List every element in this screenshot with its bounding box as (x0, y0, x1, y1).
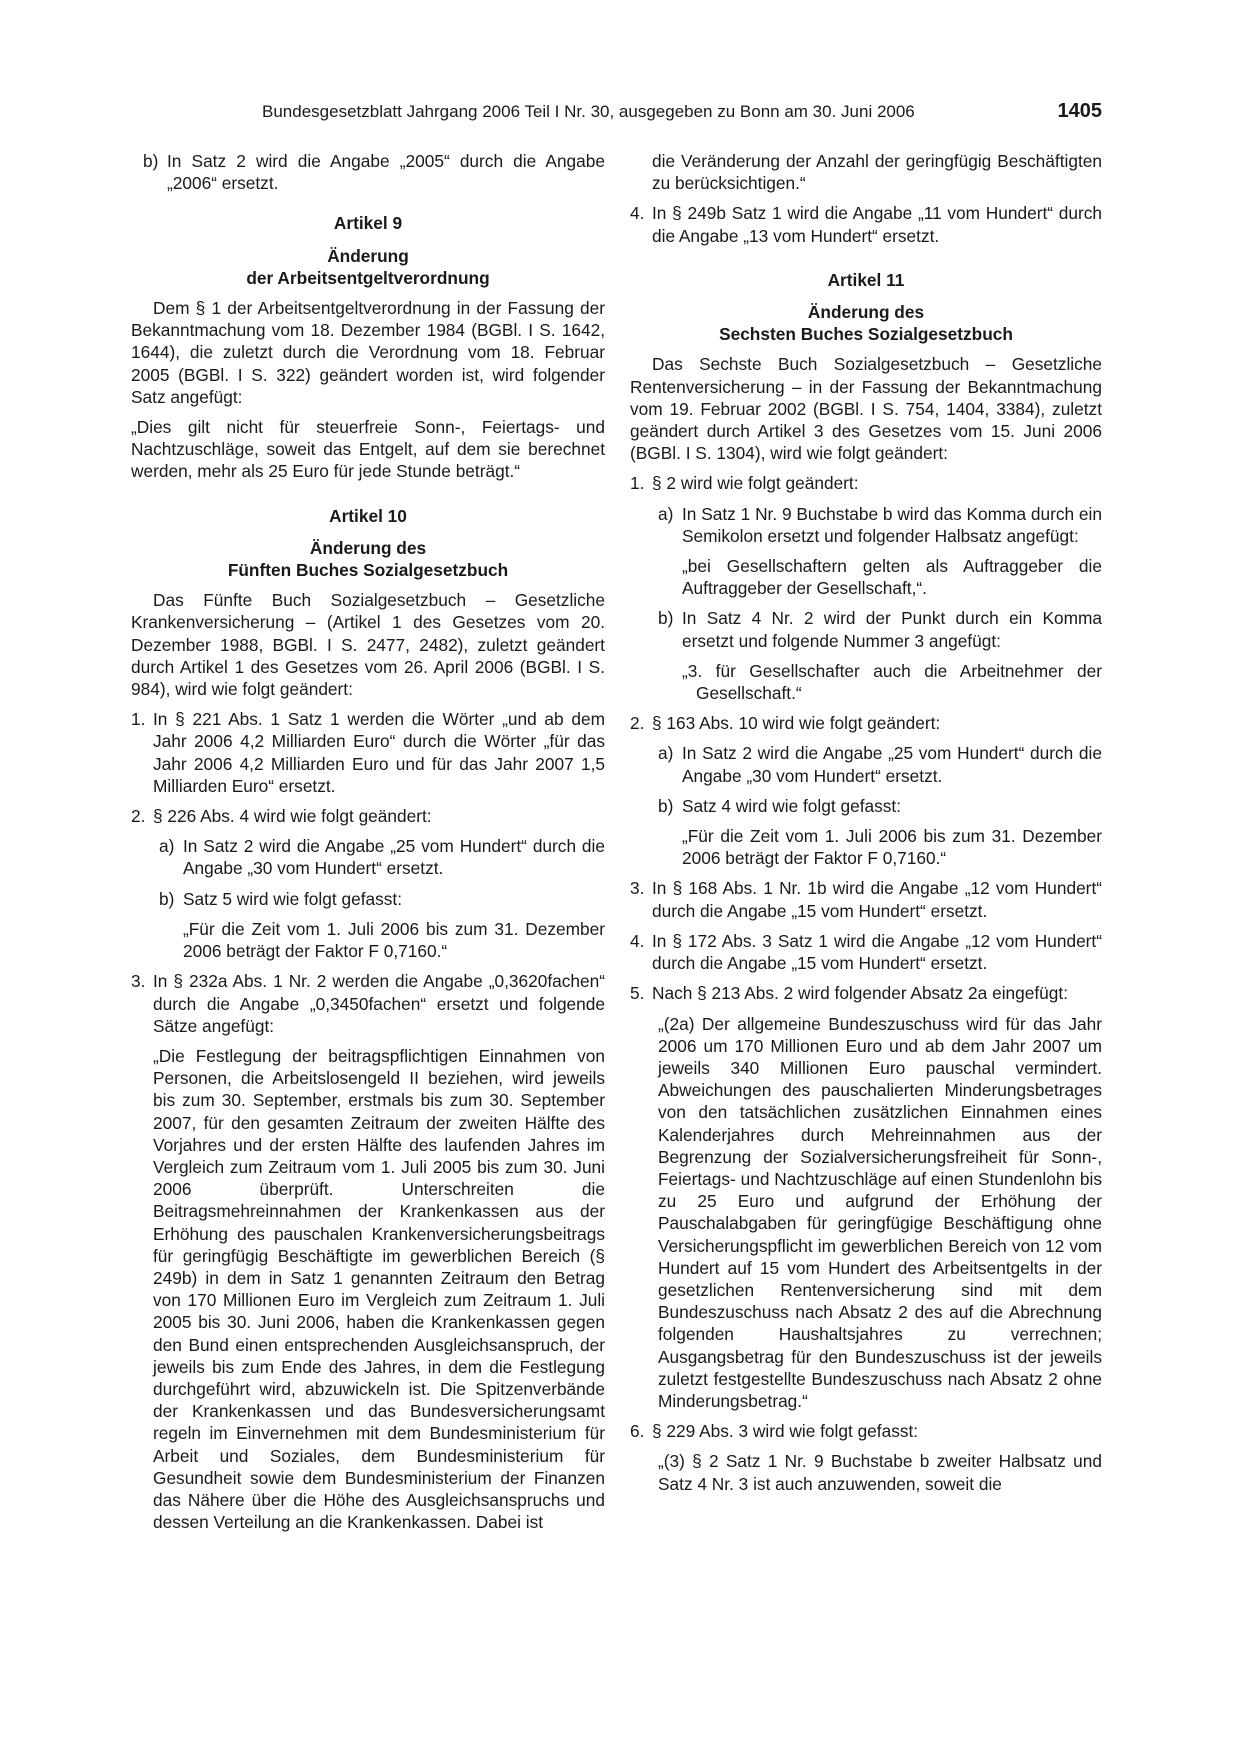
article-11-heading: Artikel 11 (827, 269, 905, 290)
item-text: In Satz 2 wird die Angabe „25 vom Hundert“ durch die Angabe „30 vom Hundert“ ersetzt. (183, 836, 605, 879)
item-text: In Satz 2 wird die Angabe „2005“ durch die Angabe „2006“ ersetzt. (167, 151, 605, 194)
item-text: § 2 wird wie folgt geändert: (652, 473, 859, 494)
item-label: a) (658, 503, 674, 524)
article-10-title-line1: Änderung des (309, 537, 427, 558)
list-item (630, 877, 1102, 921)
quote-block (682, 660, 1102, 704)
continuation-text: die Veränderung der Anzahl der geringfügig Beschäftigten zu berücksichtigen.“ (652, 151, 1102, 194)
article-9-title-line2: der Arbeitsentgeltverordnung (246, 267, 490, 288)
quote-text: „3. für Gesellschafter auch die Arbeitnehmer der Gesellschaft.“ (682, 660, 1102, 704)
item-text: In § 168 Abs. 1 Nr. 1b wird die Angabe „12 vom Hundert“ durch die Angabe „15 vom Hundert“ ersetzt. (652, 878, 1102, 921)
list-item (159, 835, 605, 879)
item-text: Satz 4 wird wie folgt gefasst: (682, 795, 901, 816)
list-item (630, 1420, 1102, 1442)
list-item (630, 202, 1102, 246)
article-10-heading: Artikel 10 (329, 505, 407, 526)
quote-text: „bei Gesellschaftern gelten als Auftraggeber die Auftraggeber der Gesellschaft,“. (682, 556, 1102, 599)
item-text: In Satz 2 wird die Angabe „25 vom Hundert“ durch die Angabe „30 vom Hundert“ ersetzt. (682, 743, 1102, 786)
item-text: § 229 Abs. 3 wird wie folgt gefasst: (652, 1421, 919, 1442)
item-label: b) (658, 795, 674, 816)
list-item (630, 472, 1102, 494)
list-item (630, 712, 1102, 734)
page-header (262, 100, 1102, 130)
list-item (658, 795, 1102, 817)
item-label: 2. (630, 713, 645, 734)
article-10-paragraph: Das Fünfte Buch Sozialgesetzbuch – Gesetzliche Krankenversicherung – (Artikel 1 des Gesetzes vom 20. Dezember 1988, BGBl. I S. 2477, 2482), zuletzt geändert durch Artikel 1 des Gesetzes vom 26. April 2006 (BGBl. I S. 984), wird wie folgt geändert: (131, 590, 605, 700)
list-item (658, 607, 1102, 651)
item-label: a) (658, 743, 674, 764)
article-9-paragraph: Dem § 1 der Arbeitsentgeltverordnung in der Fassung der Bekanntmachung vom 18. Dezember 1984 (BGBl. I S. 1642, 1644), die zuletzt durch die Verordnung vom 18. Februar 2005 (BGBl. I S. 322) geändert worden ist, wird folgender Satz angefügt: (131, 298, 605, 407)
article-11-title-line2: Sechsten Buches Sozialgesetzbuch (719, 324, 1013, 345)
item-label: 1. (630, 473, 645, 494)
item-text: Nach § 213 Abs. 2 wird folgender Absatz 2a eingefügt: (652, 983, 1068, 1004)
item-text: § 226 Abs. 4 wird wie folgt geändert: (153, 806, 432, 827)
list-item (658, 742, 1102, 786)
list-item (131, 970, 605, 1037)
item-label: b) (159, 888, 175, 909)
list-item (630, 982, 1102, 1004)
item-label: b) (658, 608, 674, 629)
page-number: 1405 (1057, 100, 1102, 122)
article-9-heading: Artikel 9 (333, 213, 403, 234)
quote-text: „(2a) Der allgemeine Bundeszuschuss wird für das Jahr 2006 um 170 Millionen Euro und ab dem Jahr 2007 um jeweils 340 Millionen Euro pauschal vermindert. Abweichungen des pauschalierten Minderungsbetrages von den tatsächlichen zusätzlichen Einnahmen eines Kalenderjahres durch Mehreinnahmen aus der Begrenzung der Sozialversicherungsfreiheit für Sonn-, Feiertags- und Nachtzuschläge auf einen Stundenlohn bis zu 25 Euro und aufgrund der Erhöhung der Pauschalabgaben für geringfügige Beschäftigung ohne Versicherungspflicht im gewerblichen Bereich von 12 vom Hundert auf 15 vom Hundert des Arbeitsentgelts in der gesetzlichen Rentenversicherung sind mit dem Bundeszuschuss nach Absatz 2 des auf die Abrechnung folgenden Haushaltsjahres zu verrechnen; Ausgangsbetrag für den Bundeszuschuss ist der jeweils zuletzt festgestellte Bundeszuschuss nach Absatz 2 ohne Minderungsbetrag.“ (658, 1013, 1102, 1411)
item-label: 5. (630, 983, 645, 1004)
item-label: 6. (630, 1421, 645, 1442)
left-column (131, 150, 605, 1541)
list-item (131, 708, 605, 797)
item-text: In § 249b Satz 1 wird die Angabe „11 vom Hundert“ durch die Angabe „13 vom Hundert“ ersetzt. (652, 203, 1102, 246)
article-10-title-line2: Fünften Buches Sozialgesetzbuch (227, 560, 509, 581)
item-text: In Satz 1 Nr. 9 Buchstabe b wird das Komma durch ein Semikolon ersetzt und folgender Halbsatz angefügt: (682, 503, 1102, 546)
article-11-paragraph: Das Sechste Buch Sozialgesetzbuch – Gesetzliche Rentenversicherung – in der Fassung der Bekanntmachung vom 19. Februar 2002 (BGBl. I S. 754, 1404, 3384), zuletzt geändert durch Artikel 3 des Gesetzes vom 15. Juni 2006 (BGBl. I S. 1304), wird wie folgt geändert: (630, 354, 1102, 464)
item-label: 1. (131, 709, 146, 730)
article-9-quote: „Dies gilt nicht für steuerfreie Sonn-, Feiertags- und Nachtzuschläge, soweit das Entgelt, auf dem sie berechnet werden, mehr als 25 Euro für jede Stunde beträgt.“ (131, 417, 605, 482)
article-9-title-line1: Änderung (327, 245, 409, 266)
quote-text: „Für die Zeit vom 1. Juli 2006 bis zum 31. Dezember 2006 beträgt der Faktor F 0,7160.“ (682, 826, 1102, 869)
item-text: § 163 Abs. 10 wird wie folgt geändert: (652, 713, 941, 734)
item-text: In Satz 4 Nr. 2 wird der Punkt durch ein Komma ersetzt und folgende Nummer 3 angefügt: (682, 608, 1102, 651)
item-label: b) (143, 151, 159, 171)
item-label: 3. (131, 971, 146, 992)
item-text: In § 172 Abs. 3 Satz 1 wird die Angabe „12 vom Hundert“ durch die Angabe „15 vom Hundert“ ersetzt. (652, 930, 1102, 974)
quote-text: „Für die Zeit vom 1. Juli 2006 bis zum 31. Dezember 2006 beträgt der Faktor F 0,7160.“ (183, 918, 605, 962)
right-column (630, 150, 1102, 1503)
item-text: In § 232a Abs. 1 Nr. 2 werden die Angabe „0,3620fachen“ durch die Angabe „0,3450fachen“ ersetzt und folgende Sätze angefügt: (153, 971, 605, 1036)
item-label: 4. (630, 930, 645, 951)
item-label: 4. (630, 203, 645, 224)
article-11-title-line1: Änderung des (807, 302, 925, 323)
list-item (630, 930, 1102, 974)
list-item (131, 805, 605, 827)
list-item (658, 503, 1102, 547)
item-label: a) (159, 836, 175, 857)
quote-text: „(3) § 2 Satz 1 Nr. 9 Buchstabe b zweiter Halbsatz und Satz 4 Nr. 3 ist auch anzuwenden, soweit die (658, 1451, 1102, 1494)
quote-text: „Die Festlegung der beitragspflichtigen Einnahmen von Personen, die Arbeitslosengeld II beziehen, wird jeweils bis zum 30. September, erstmals bis zum 30. September 2007, für den gesamten Zeitraum der zweiten Hälfte des Vorjahres und der ersten Hälfte des laufenden Jahres im Vergleich zum Zeitraum vom 1. Juli 2005 bis zum 30. Juni 2006 überprüft. Unterschreiten die Beitragsmehreinnahmen der Krankenkassen aus der Erhöhung des pauschalen Krankenversicherungsbeitrags für geringfügig Beschäftigte im gewerblichen Bereich (§ 249b) in dem in Satz 1 genannten Zeitraum den Betrag von 170 Millionen Euro im Vergleich zum Zeitraum 1. Juli 2005 bis 30. Juni 2006, haben die Krankenkassen gegen den Bund einen entsprechenden Ausgleichsanspruch, der jeweils bis zum Ende des Jahres, in dem die Festlegung durchgeführt wird, abzuwickeln ist. Die Spitzenverbände der Krankenkassen und das Bundesversicherungsamt regeln im Einvernehmen mit dem Bundesministerium für Arbeit und Soziales, dem Bundesministerium für Gesundheit sowie dem Bundesministerium der Finanzen das Nähere über die Höhe des Ausgleichsanspruchs und dessen Verteilung an die Krankenkassen. Dabei ist (153, 1045, 605, 1533)
item-label: 3. (630, 878, 645, 899)
list-item (159, 888, 605, 910)
item-label: 2. (131, 806, 146, 827)
item-text: Satz 5 wird wie folgt gefasst: (183, 888, 402, 909)
item-text: In § 221 Abs. 1 Satz 1 werden die Wörter „und ab dem Jahr 2006 4,2 Milliarden Euro“ durch die Wörter „für das Jahr 2006 4,2 Milliarden Euro und für das Jahr 2007 1,5 Milliarden Euro“ ersetzt. (153, 709, 605, 796)
header-title: Bundesgesetzblatt Jahrgang 2006 Teil I Nr. 30, ausgegeben zu Bonn am 30. Juni 2006 (262, 102, 915, 121)
list-item (143, 150, 605, 194)
